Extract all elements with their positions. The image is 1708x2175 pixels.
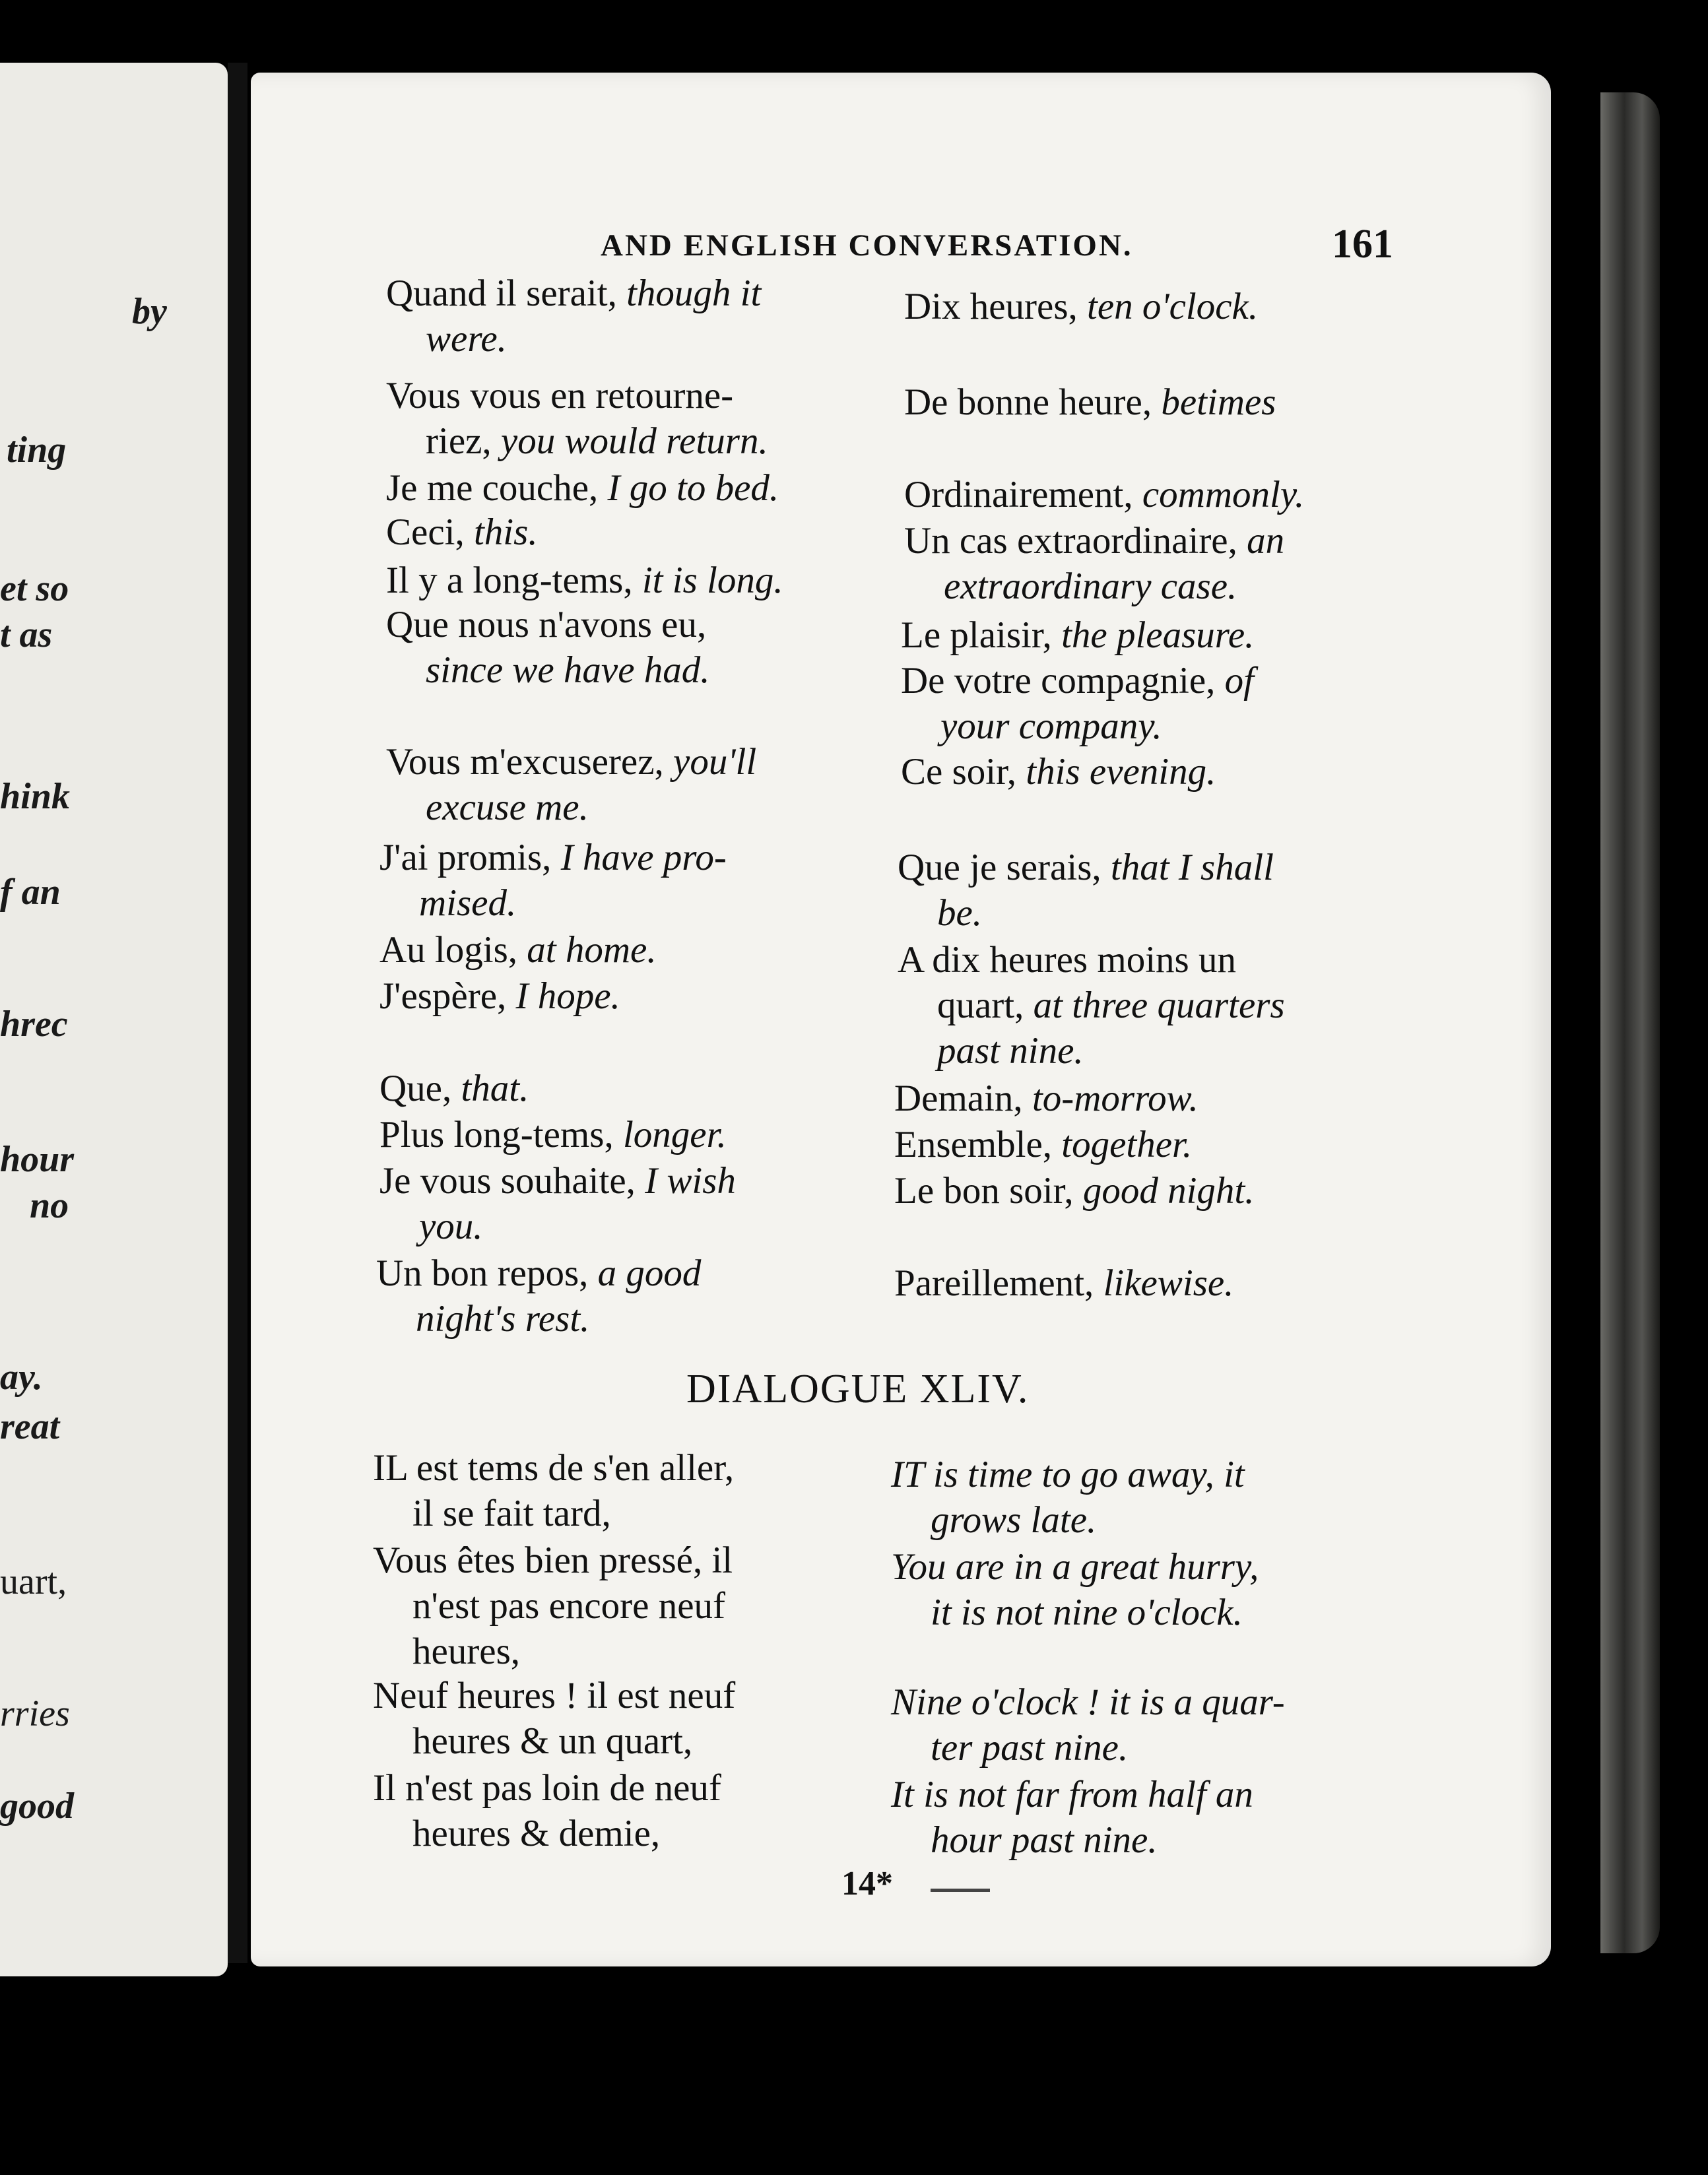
vocab-entry: A dix heures moins un quart, at three quarters past nine. [898, 939, 1285, 1072]
vocab-entry: Vous m'excuserez, you'll excuse me. [386, 741, 757, 828]
signature-mark: 14* [841, 1865, 893, 1902]
vocab-entry: Un cas extraordinaire, an extraordinary case. [904, 520, 1285, 607]
vocab-entry: Je me couche, I go to bed. [386, 467, 779, 509]
vocab-entry: Que nous n'avons eu, since we have had. [386, 604, 710, 691]
left-fragment: et so [0, 568, 69, 609]
left-fragment: t as [0, 614, 53, 655]
dialogue-line-en: Nine o'clock ! it is a quar- ter past nine. [891, 1681, 1285, 1769]
dialogue-line-en: You are in a great hurry, it is not nine o'clock. [891, 1546, 1259, 1633]
vocab-entry: Vous vous en retourne- riez, you would return. [386, 375, 768, 462]
vocab-entry: Au logis, at home. [379, 929, 657, 971]
vocab-entry: Ensemble, together. [894, 1124, 1193, 1165]
left-fragment: uart, [0, 1561, 67, 1602]
vocab-entry: De bonne heure, betimes [904, 381, 1276, 423]
dialogue-line-fr: IL est tems de s'en aller, il se fait tard, [373, 1447, 735, 1534]
running-head: AND ENGLISH CONVERSATION. [601, 228, 1133, 263]
vocab-entry: Le plaisir, the pleasure. [901, 614, 1255, 656]
vocab-entry: J'espère, I hope. [379, 975, 620, 1017]
vocab-entry: Ceci, this. [386, 511, 538, 553]
left-fragment: by [132, 291, 167, 332]
dialogue-line-en: It is not far from half an hour past nine. [891, 1774, 1253, 1861]
dialogue-line-fr: Neuf heures ! il est neuf heures & un quart, [373, 1675, 736, 1762]
vocab-entry: Ordinairement, commonly. [904, 474, 1305, 515]
left-fragment: rries [0, 1693, 70, 1734]
vocab-entry: Que je serais, that I shall be. [898, 847, 1274, 934]
left-fragment: good [0, 1786, 74, 1827]
vocab-entry: Dix heures, ten o'clock. [904, 286, 1259, 327]
left-fragment: hink [0, 776, 70, 817]
left-fragment: ay. [0, 1357, 43, 1398]
left-fragment: hrec [0, 1004, 68, 1045]
left-fragment: hour [0, 1139, 75, 1180]
left-fragment: no [30, 1185, 69, 1226]
left-fragment: f an [0, 872, 61, 913]
vocab-entry: Je vous souhaite, I wish you. [379, 1160, 736, 1247]
page-edge [1600, 92, 1660, 1953]
previous-page-fragment [0, 63, 228, 1976]
vocab-entry: De votre compagnie, of your company. [901, 660, 1254, 747]
book-gutter [228, 63, 247, 1963]
left-fragment: reat [0, 1406, 60, 1447]
dialogue-line-fr: Vous êtes bien pressé, il n'est pas encore neuf heures, [373, 1540, 733, 1672]
vocab-entry: Pareillement, likewise. [894, 1262, 1234, 1304]
dialogue-line-fr: Il n'est pas loin de neuf heures & demie, [373, 1767, 721, 1854]
vocab-entry: Un bon repos, a good night's rest. [376, 1252, 702, 1340]
page-number: 161 [1332, 222, 1393, 267]
vocab-entry: Plus long-tems, longer. [379, 1114, 727, 1155]
vocab-entry: Quand il serait, though it were. [386, 273, 762, 360]
vocab-entry: J'ai promis, I have pro- mised. [379, 837, 727, 924]
vocab-entry: Que, that. [379, 1068, 529, 1109]
left-fragment: ting [7, 430, 67, 471]
vocab-entry: Le bon soir, good night. [894, 1170, 1255, 1212]
dialogue-line-en: IT is time to go away, it grows late. [891, 1454, 1245, 1541]
footer-dash [931, 1889, 990, 1892]
vocab-entry: Il y a long-tems, it is long. [386, 560, 783, 601]
dialogue-title: DIALOGUE XLIV. [686, 1367, 1030, 1412]
vocab-entry: Ce soir, this evening. [901, 751, 1216, 793]
vocab-entry: Demain, to-morrow. [894, 1078, 1199, 1119]
